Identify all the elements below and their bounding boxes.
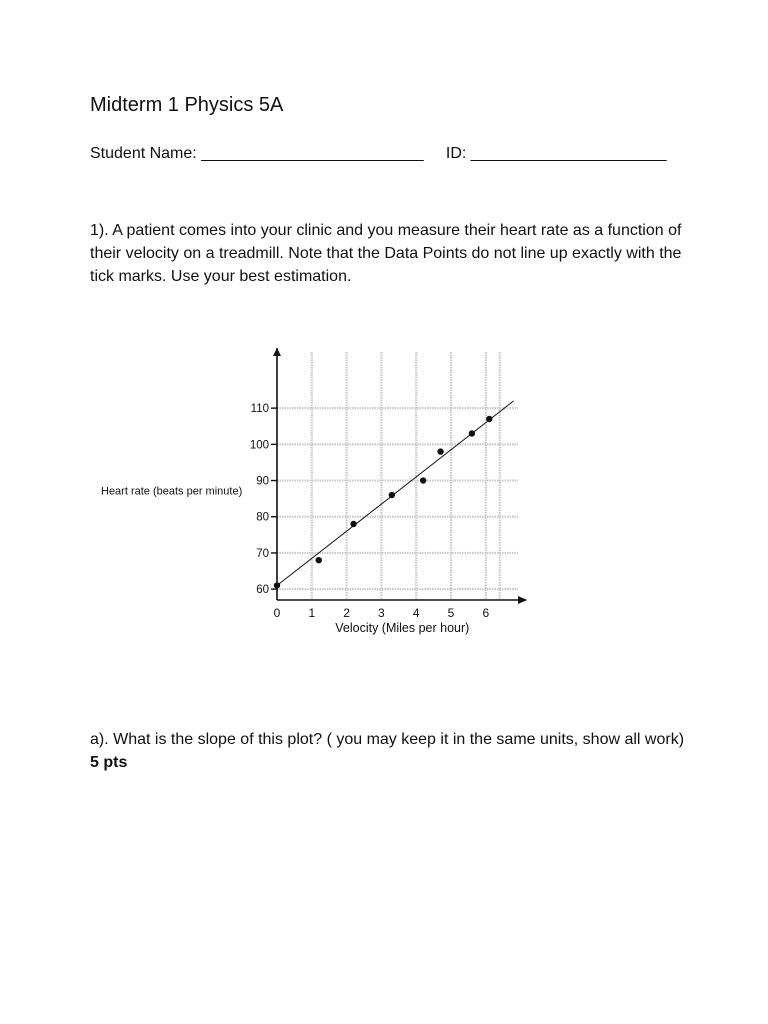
y-axis-arrow — [273, 348, 281, 356]
chart-grid — [277, 352, 518, 600]
id-label: ID: — [445, 145, 467, 162]
question-1a — [90, 728, 690, 774]
question-1a-text: a). What is the slope of this plot? ( you may keep it in the same units, show all work) — [90, 731, 685, 748]
student-name-label: Student Name: — [90, 145, 197, 162]
x-tick-label: 5 — [447, 606, 455, 620]
x-tick-label: 0 — [273, 606, 281, 620]
student-info-line — [90, 145, 667, 163]
data-point — [350, 521, 356, 527]
document-title: Midterm 1 Physics 5A — [90, 94, 284, 116]
data-point — [486, 416, 492, 422]
x-tick-label: 6 — [482, 606, 490, 620]
question-1a-points: 5 pts — [90, 754, 128, 771]
y-axis-label: Heart rate (beats per minute) — [101, 485, 243, 498]
heart-rate-chart — [95, 330, 535, 640]
x-axis-label: Velocity (Miles per hour) — [335, 621, 470, 635]
y-tick-label: 90 — [256, 475, 269, 488]
x-tick-label: 1 — [308, 606, 316, 620]
x-tick-label: 2 — [343, 606, 350, 620]
y-tick-label: 60 — [256, 584, 269, 597]
y-tick-label: 100 — [249, 439, 269, 452]
id-blank: ______________________ — [470, 145, 667, 162]
x-tick-label: 4 — [412, 606, 420, 620]
data-point — [437, 448, 443, 454]
y-tick-label: 110 — [250, 403, 269, 416]
chart-ticks — [250, 403, 490, 620]
data-point — [274, 582, 280, 588]
data-point — [389, 492, 395, 498]
data-point — [469, 430, 475, 436]
data-point — [420, 477, 426, 483]
question-1: 1). A patient comes into your clinic and you measure their heart rate as a function of their velocity on a treadmill. Note that the Data Points do not line up exactly with the tick marks. Use your best estimation. — [90, 222, 682, 285]
data-point — [316, 557, 322, 563]
y-tick-label: 80 — [256, 511, 269, 524]
student-name-blank: _________________________ — [201, 145, 424, 162]
x-tick-label: 3 — [378, 606, 385, 620]
y-tick-label: 70 — [256, 547, 269, 560]
x-axis-arrow — [518, 596, 527, 604]
